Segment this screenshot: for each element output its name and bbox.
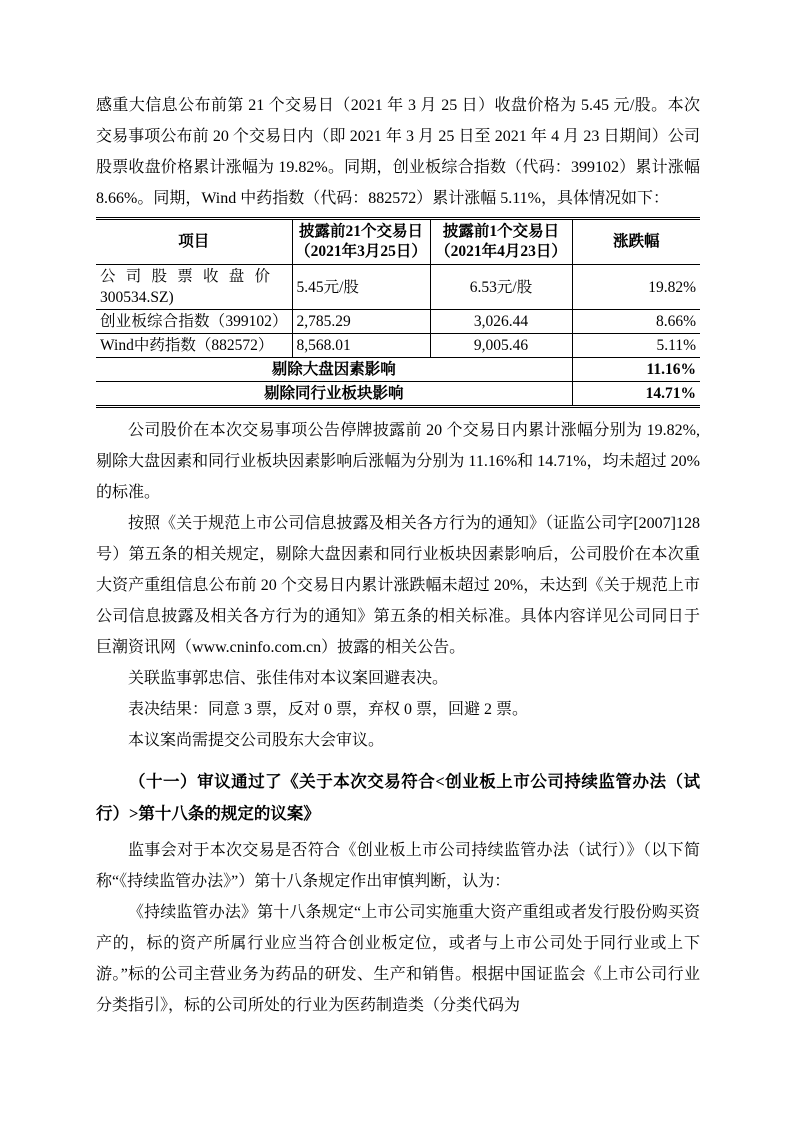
header-change: 涨跌幅 [572,219,700,265]
table-row-wind-index [96,334,700,358]
header-before1-line1: 披露前1个交易日 [442,223,560,240]
excl-market-label: 剔除大盘因素影响 [96,358,572,382]
cell-item-chinext [96,310,292,334]
paragraph-rule18: 《持续监管办法》第十八条规定“上市公司实施重大资产重组或者发行股份购买资产的，标的资产所属行业应当符合创业板定位，或者与上市公司处于同行业或上下游。”标的公司主营业务为药品的研发、生产和销售。根据中国证监会《上市公司行业分类指引》，标的公司所处的行业为医药制造类（分类代码为 [96,904,700,1014]
paragraph-regulation: 按照《关于规范上市公司信息披露及相关各方行为的通知》（证监公司字[2007]128 号）第五条的相关规定，剔除大盘因素和同行业板块因素影响后，公司股价在本次重大资产重组信息公布前 20 个交易日内累计涨跌幅未超过 20%，未达到《关于规范上市公司信息披露及相关各方行为的通知》第五条的相关标准。具体内容详见公司同日于巨潮资讯网（www.cninfo.com.cn）披露的相关公告。 [96,515,700,656]
paragraph-vote-result: 表决结果：同意 3 票，反对 0 票，弃权 0 票，回避 2 票。 [128,701,529,718]
cell-chinext-before21: 2,785.29 [292,310,430,334]
header-before1-line2: （2021年4月23日） [435,243,567,260]
table-header-row [96,219,700,265]
cell-stock-change: 19.82% [572,265,700,310]
header-item: 项目 [96,219,292,265]
cell-item-stock-price [96,265,292,310]
cell-wind-change: 5.11% [572,334,700,358]
stock-price-code: 300534.SZ) [100,289,174,306]
paragraph-price-conclusion: 公司股价在本次交易事项公告停牌披露前 20 个交易日内累计涨幅分别为 19.82%,剔除大盘因素和同行业板块因素影响后涨幅为分别为 11.16%和 14.71%，均未超过 20%的标准。 [96,422,700,501]
paragraph-intro: 感重大信息公布前第 21 个交易日（2021 年 3 月 25 日）收盘价格为 5.45 元/股。本次交易事项公布前 20 个交易日内（即 2021 年 3 月 25 日至 2021 年 4 月 23 日期间）公司股票收盘价格累计涨幅为 19.82%。同期，创业板综合指数（代码：399102）累计涨幅 8.66%。同期，Wind 中药指数（代码：882572）累计涨幅 5.11%，具体情况如下： [96,97,700,207]
cell-chinext-before1: 3,026.44 [430,310,572,334]
paragraph-submit-shareholders: 本议案尚需提交公司股东大会审议。 [128,732,385,749]
excl-sector-label: 剔除同行业板块影响 [96,382,572,407]
cell-wind-before21: 8,568.01 [292,334,430,358]
excl-sector-value: 14.71% [572,382,700,407]
table-row-excl-market [96,358,700,382]
cell-stock-before1: 6.53元/股 [430,265,572,310]
table-row-chinext-index [96,310,700,334]
header-before21-line2: （2021年3月25日） [295,243,427,260]
section-heading-item11: （十一）审议通过了《关于本次交易符合<创业板上市公司持续监管办法（试行）>第十八条的规定的议案》 [96,772,700,823]
header-before1 [430,219,572,265]
cell-wind-before1: 9,005.46 [430,334,572,358]
price-comparison-table [96,217,700,408]
paragraph-supervisory-judgement: 监事会对于本次交易是否符合《创业板上市公司持续监管办法（试行）》（以下简称“《持续监管办法》”）第十八条规定作出审慎判断，认为： [96,842,700,890]
header-before21 [292,219,430,265]
header-before21-line1: 披露前21个交易日 [298,223,423,240]
table-row-excl-sector [96,382,700,407]
cell-chinext-change: 8.66% [572,310,700,334]
chinext-label: 创业板综合指数（399102） [100,313,288,330]
stock-price-label: 公司股票收盘价 [100,268,270,285]
excl-market-value: 11.16% [572,358,700,382]
table-row-stock-price [96,265,700,310]
paragraph-recusal: 关联监事郭忠信、张佳伟对本议案回避表决。 [128,670,449,687]
cell-item-wind: Wind中药指数（882572） [96,334,292,358]
cell-stock-before21: 5.45元/股 [292,265,430,310]
